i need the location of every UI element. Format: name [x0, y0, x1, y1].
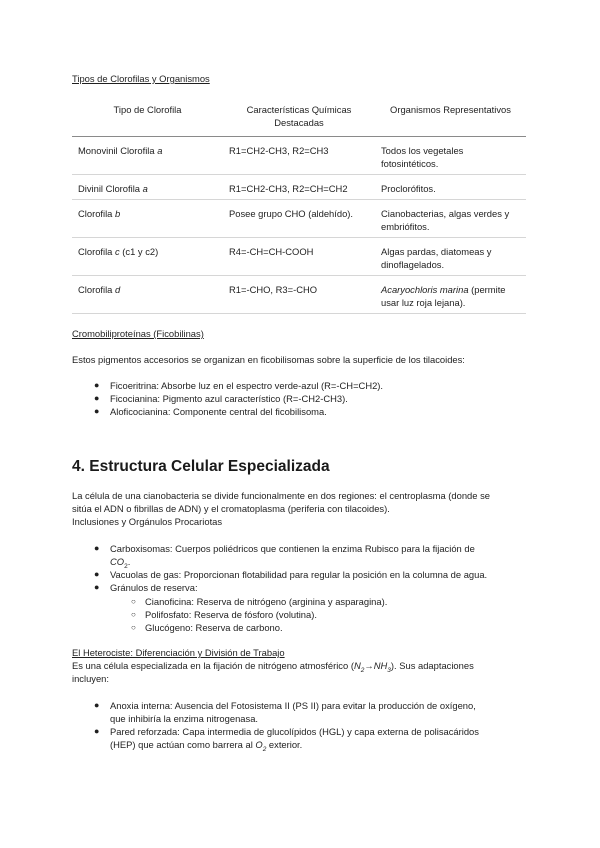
adaptaciones-list — [94, 699, 479, 753]
bullet-icon: ● — [94, 393, 100, 403]
table-cell-chem: R4=-CH=CH-COOH — [223, 237, 375, 275]
para-cianobacteria: La célula de una cianobacteria se divide funcionalmente en dos regiones: el centroplasma (donde se sitúa el ADN o fibrillas de ADN) y el cromatoplasma (periferia con tilacoides). Inclusiones y Orgánulos Procariotas — [72, 490, 490, 527]
table-header-cell: Características Químicas Destacadas — [223, 96, 375, 136]
ficobilinas-list — [94, 379, 384, 418]
list-item: ○ Polifosfato: Reserva de fósforo (volutina). — [131, 609, 317, 620]
list-item: ○ Cianoficina: Reserva de nitrógeno (arginina y asparagina). — [131, 596, 388, 607]
circle-bullet-icon: ○ — [131, 623, 136, 632]
table-header-cell: Organismos Representativos — [375, 96, 526, 136]
table-cell-chem: Posee grupo CHO (aldehído). — [223, 199, 375, 237]
section-title-ficobilinas: Cromobiliproteínas (Ficobilinas) — [72, 328, 204, 339]
table-row — [72, 199, 526, 237]
table-row — [72, 275, 526, 313]
bullet-icon: ● — [94, 569, 100, 579]
table-cell-type: Clorofila c (c1 y c2) — [72, 237, 223, 275]
bullet-icon: ● — [94, 406, 100, 416]
subheading-inclusiones: Inclusiones y Orgánulos Procariotas — [72, 516, 223, 527]
bullet-icon: ● — [94, 543, 100, 553]
table-header-row — [72, 96, 526, 136]
bullet-icon: ● — [94, 380, 100, 390]
bullet-icon: ● — [94, 726, 100, 736]
table-cell-chem: R1=-CHO, R3=-CHO — [223, 275, 375, 313]
heading-estructura-celular: 4. Estructura Celular Especializada — [72, 458, 330, 475]
list-item: ● Pared reforzada: Capa intermedia de glucolípidos (HGL) y capa externa de polisacáridos (HEP) que actúan como barrera al $O_2$ exterior. — [94, 726, 479, 753]
ficobilinas-intro: Estos pigmentos accesorios se organizan en ficobilisomas sobre la superficie de los tilacoides: — [72, 354, 465, 365]
inclusions-list — [94, 542, 488, 594]
table-cell-type: Clorofila b — [72, 199, 223, 237]
table-row — [72, 174, 526, 199]
list-item: ● Ficoeritrina: Absorbe luz en el espectro verde-azul (R=-CH=CH2). — [94, 380, 384, 391]
para-heterociste: Es una célula especializada en la fijación de nitrógeno atmosférico $(N_2\to NH_3)$. Sus adaptaciones incluyen: — [72, 660, 474, 684]
section-title-clorofilas: Tipos de Clorofilas y Organismos — [72, 73, 210, 84]
table-cell-org: Acaryochloris marina (permite usar luz roja lejana). — [375, 275, 526, 313]
table-cell-type: Divinil Clorofila a — [72, 174, 223, 199]
table-cell-org: Algas pardas, diatomeas y dinoflagelados. — [375, 237, 526, 275]
reserve-sublist — [131, 595, 388, 634]
table-row — [72, 237, 526, 275]
section-title-heterociste: El Heterociste: Diferenciación y División de Trabajo — [72, 647, 285, 658]
table-cell-type: Clorofila d — [72, 275, 223, 313]
list-item: ● Gránulos de reserva: — [94, 582, 198, 593]
circle-bullet-icon: ○ — [131, 597, 136, 606]
list-item: ● Ficocianina: Pigmento azul característico (R=-CH2-CH3). — [94, 393, 348, 404]
list-item: ● Aloficocianina: Componente central del ficobilisoma. — [94, 406, 327, 417]
chlorophyll-table — [72, 96, 526, 314]
list-item: ● Vacuolas de gas: Proporcionan flotabilidad para regular la posición en la columna de agua. — [94, 569, 488, 580]
bullet-icon: ● — [94, 582, 100, 592]
circle-bullet-icon: ○ — [131, 610, 136, 619]
table-cell-type: Monovinil Clorofila a — [72, 136, 223, 174]
table-cell-chem: R1=CH2-CH3, R2=CH=CH2 — [223, 174, 375, 199]
bullet-icon: ● — [94, 700, 100, 710]
list-item: ● Carboxisomas: Cuerpos poliédricos que contienen la enzima Rubisco para la fijación de $CO_2$. — [94, 543, 475, 570]
table-cell-chem: R1=CH2-CH3, R2=CH3 — [223, 136, 375, 174]
list-item: ● Anoxia interna: Ausencia del Fotosistema II (PS II) para evitar la producción de oxígeno, que inhibiría la enzima nitrogenasa. — [94, 700, 476, 724]
list-item: ○ Glucógeno: Reserva de carbono. — [131, 622, 283, 633]
table-cell-org: Proclorófitos. — [375, 174, 526, 199]
table-row — [72, 136, 526, 174]
table-cell-org: Todos los vegetales fotosintéticos. — [375, 136, 526, 174]
table-cell-org: Cianobacterias, algas verdes y embriófitos. — [375, 199, 526, 237]
table-header-cell: Tipo de Clorofila — [72, 96, 223, 136]
